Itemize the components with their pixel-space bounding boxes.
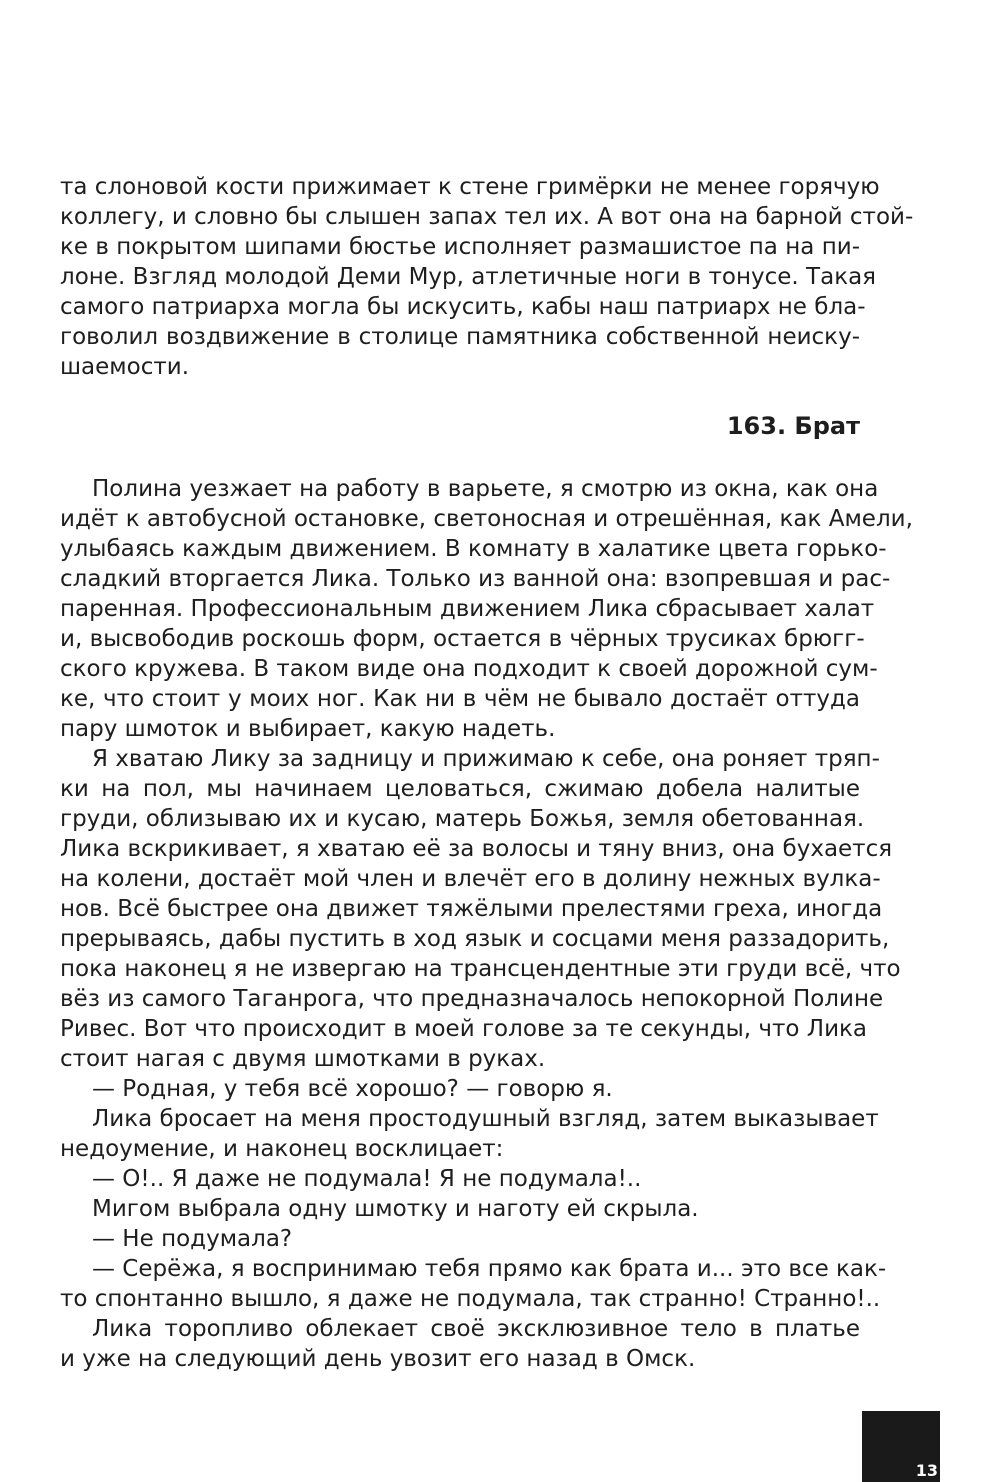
text-line: шаемости. [60, 354, 190, 380]
text-line: Мигом выбрала одну шмотку и наготу ей скрыла. [92, 1196, 699, 1222]
text-line: недоумение, и наконец восклицает: [60, 1136, 504, 1162]
dialogue-line: — Родная, у тебя всё хорошо? — говорю я. [92, 1076, 613, 1102]
text-line: идёт к автобусной остановке, светоносная и отрешённая, как Амели, [60, 506, 913, 532]
text-line: ке, что стоит у моих ног. Как ни в чём не бывало достаёт оттуда [60, 686, 860, 712]
text-line: самого патриарха могла бы искусить, кабы наш патриарх не бла- [60, 294, 866, 320]
text-line: груди, облизываю их и кусаю, матерь Божья, земля обетованная. [60, 806, 865, 832]
dialogue-line: — О!.. Я даже не подумала! Я не подумала!.. [92, 1166, 642, 1192]
text-line: пару шмоток и выбирает, какую надеть. [60, 716, 556, 742]
text-line: Ривес. Вот что происходит в моей голове за те секунды, что Лика [60, 1016, 868, 1042]
text-line: пока наконец я не извергаю на трансцендентные эти груди всё, что [60, 956, 901, 982]
text-line: и уже на следующий день увозит его назад в Омск. [60, 1346, 696, 1372]
text-line: стоит нагая с двумя шмотками в руках. [60, 1046, 546, 1072]
chapter-heading: 163. Брат [726, 412, 860, 440]
text-line: Лика вскрикивает, я хватаю её за волосы и тяну вниз, она бухается [60, 836, 893, 862]
text-line: на колени, достаёт мой член и влечёт его в долину нежных вулка- [60, 866, 881, 892]
text-line: Лика торопливо облекает своё эксклюзивное тело в платье [92, 1316, 860, 1342]
text-line: улыбаясь каждым движением. В комнату в халатике цвета горько- [60, 536, 887, 562]
dialogue-line: — Серёжа, я воспринимаю тебя прямо как брата и... это все как- [92, 1256, 887, 1282]
text-line: нов. Всё быстрее она движет тяжёлыми прелестями греха, иногда [60, 896, 883, 922]
text-line: та слоновой кости прижимает к стене гримёрки не менее горячую [60, 174, 880, 200]
text-line: прерываясь, дабы пустить в ход язык и сосцами меня раззадорить, [60, 926, 890, 952]
text-line: говолил воздвижение в столице памятника собственной неиску- [60, 324, 860, 350]
text-line: Полина уезжает на работу в варьете, я смотрю из окна, как она [92, 476, 879, 502]
page-number: 13 [915, 1461, 938, 1480]
text-line: ки на пол, мы начинаем целоваться, сжимаю добела налитые [60, 776, 860, 802]
text-line: паренная. Профессиональным движением Лика сбрасывает халат [60, 596, 875, 622]
dialogue-line: — Не подумала? [92, 1226, 293, 1252]
text-line: сладкий вторгается Лика. Только из ванной она: взопревшая и рас- [60, 566, 891, 592]
text-line: ского кружева. В таком виде она подходит к своей дорожной сум- [60, 656, 878, 682]
text-line: Я хватаю Лику за задницу и прижимаю к себе, она роняет тряп- [92, 746, 880, 772]
text-line: то спонтанно вышло, я даже не подумала, так странно! Странно!.. [60, 1286, 881, 1312]
text-line: коллегу, и словно бы слышен запах тел их. А вот она на барной стой- [60, 204, 914, 230]
text-line: Лика бросает на меня простодушный взгляд, затем выказывает [92, 1106, 879, 1132]
text-line: и, высвободив роскошь форм, остается в чёрных трусиках брюгг- [60, 626, 865, 652]
text-line: ке в покрытом шипами бюстье исполняет размашистое па на пи- [60, 234, 860, 260]
text-line: вёз из самого Таганрога, что предназначалось непокорной Полине [60, 986, 884, 1012]
text-line: лоне. Взгляд молодой Деми Мур, атлетичные ноги в тонусе. Такая [60, 264, 877, 290]
page-number-tab [862, 1411, 940, 1482]
